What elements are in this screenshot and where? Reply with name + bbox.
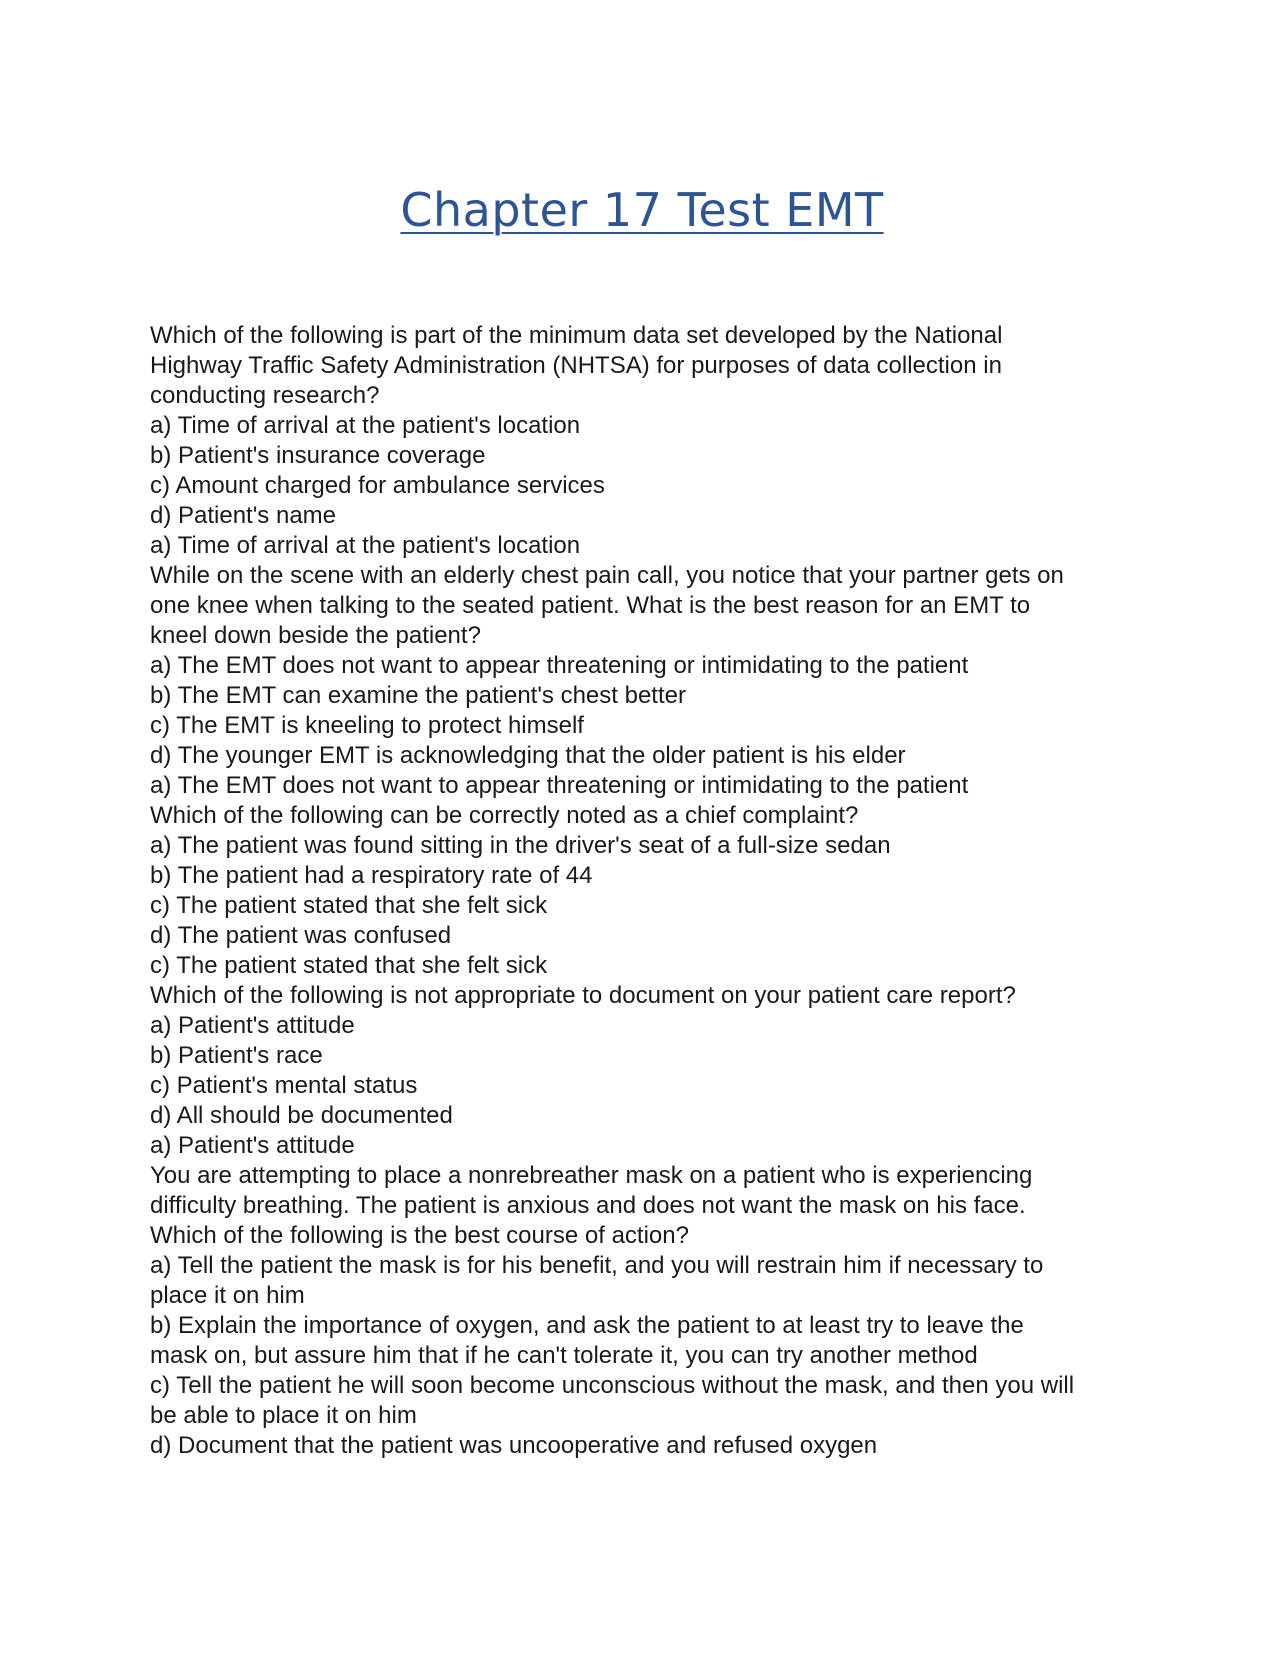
- text-line: a) Tell the patient the mask is for his benefit, and you will restrain him if necessary to: [150, 1252, 1044, 1279]
- text-line: Which of the following can be correctly noted as a chief complaint?: [150, 802, 859, 829]
- text-line: Highway Traffic Safety Administration (NHTSA) for purposes of data collection in: [150, 352, 1002, 379]
- text-line: a) Patient's attitude: [150, 1132, 355, 1159]
- text-line: While on the scene with an elderly chest pain call, you notice that your partner gets on: [150, 562, 1064, 589]
- text-line: c) The patient stated that she felt sick: [150, 892, 548, 919]
- text-line: a) Patient's attitude: [150, 1012, 355, 1039]
- text-line: d) The younger EMT is acknowledging that the older patient is his elder: [150, 742, 906, 769]
- text-line: Which of the following is part of the minimum data set developed by the National: [150, 322, 1003, 349]
- text-line: b) Explain the importance of oxygen, and ask the patient to at least try to leave the: [150, 1312, 1024, 1339]
- text-line: b) Patient's insurance coverage: [150, 442, 486, 469]
- text-line: a) Time of arrival at the patient's location: [150, 532, 581, 559]
- text-line: b) The patient had a respiratory rate of 44: [150, 862, 593, 889]
- text-line: c) Amount charged for ambulance services: [150, 472, 605, 499]
- text-line: difficulty breathing. The patient is anxious and does not want the mask on his face.: [150, 1192, 1026, 1219]
- text-line: c) Patient's mental status: [150, 1072, 418, 1099]
- document-body: [150, 321, 1150, 1461]
- text-line: kneel down beside the patient?: [150, 622, 481, 649]
- text-line: You are attempting to place a nonrebreather mask on a patient who is experiencing: [150, 1162, 1033, 1189]
- text-line: place it on him: [150, 1282, 305, 1309]
- text-line: one knee when talking to the seated patient. What is the best reason for an EMT to: [150, 592, 1031, 619]
- text-line: a) The patient was found sitting in the driver's seat of a full-size sedan: [150, 832, 891, 859]
- text-line: d) All should be documented: [150, 1102, 453, 1129]
- text-line: b) The EMT can examine the patient's chest better: [150, 682, 686, 709]
- text-line: a) Time of arrival at the patient's location: [150, 412, 581, 439]
- text-line: c) Tell the patient he will soon become unconscious without the mask, and then you will: [150, 1372, 1075, 1399]
- text-line: mask on, but assure him that if he can't tolerate it, you can try another method: [150, 1342, 978, 1369]
- text-line: d) Patient's name: [150, 502, 337, 529]
- text-line: a) The EMT does not want to appear threatening or intimidating to the patient: [150, 772, 969, 799]
- text-line: Which of the following is the best course of action?: [150, 1222, 689, 1249]
- text-line: be able to place it on him: [150, 1402, 417, 1429]
- title-container: [0, 182, 1280, 238]
- text-line: c) The patient stated that she felt sick: [150, 952, 548, 979]
- text-line: conducting research?: [150, 382, 380, 409]
- text-line: d) The patient was confused: [150, 922, 452, 949]
- text-line: a) The EMT does not want to appear threatening or intimidating to the patient: [150, 652, 969, 679]
- page-title: Chapter 17 Test EMT: [400, 183, 884, 237]
- text-line: Which of the following is not appropriate to document on your patient care report?: [150, 982, 1016, 1009]
- text-line: d) Document that the patient was uncooperative and refused oxygen: [150, 1432, 878, 1459]
- text-line: c) The EMT is kneeling to protect himself: [150, 712, 584, 739]
- text-line: b) Patient's race: [150, 1042, 323, 1069]
